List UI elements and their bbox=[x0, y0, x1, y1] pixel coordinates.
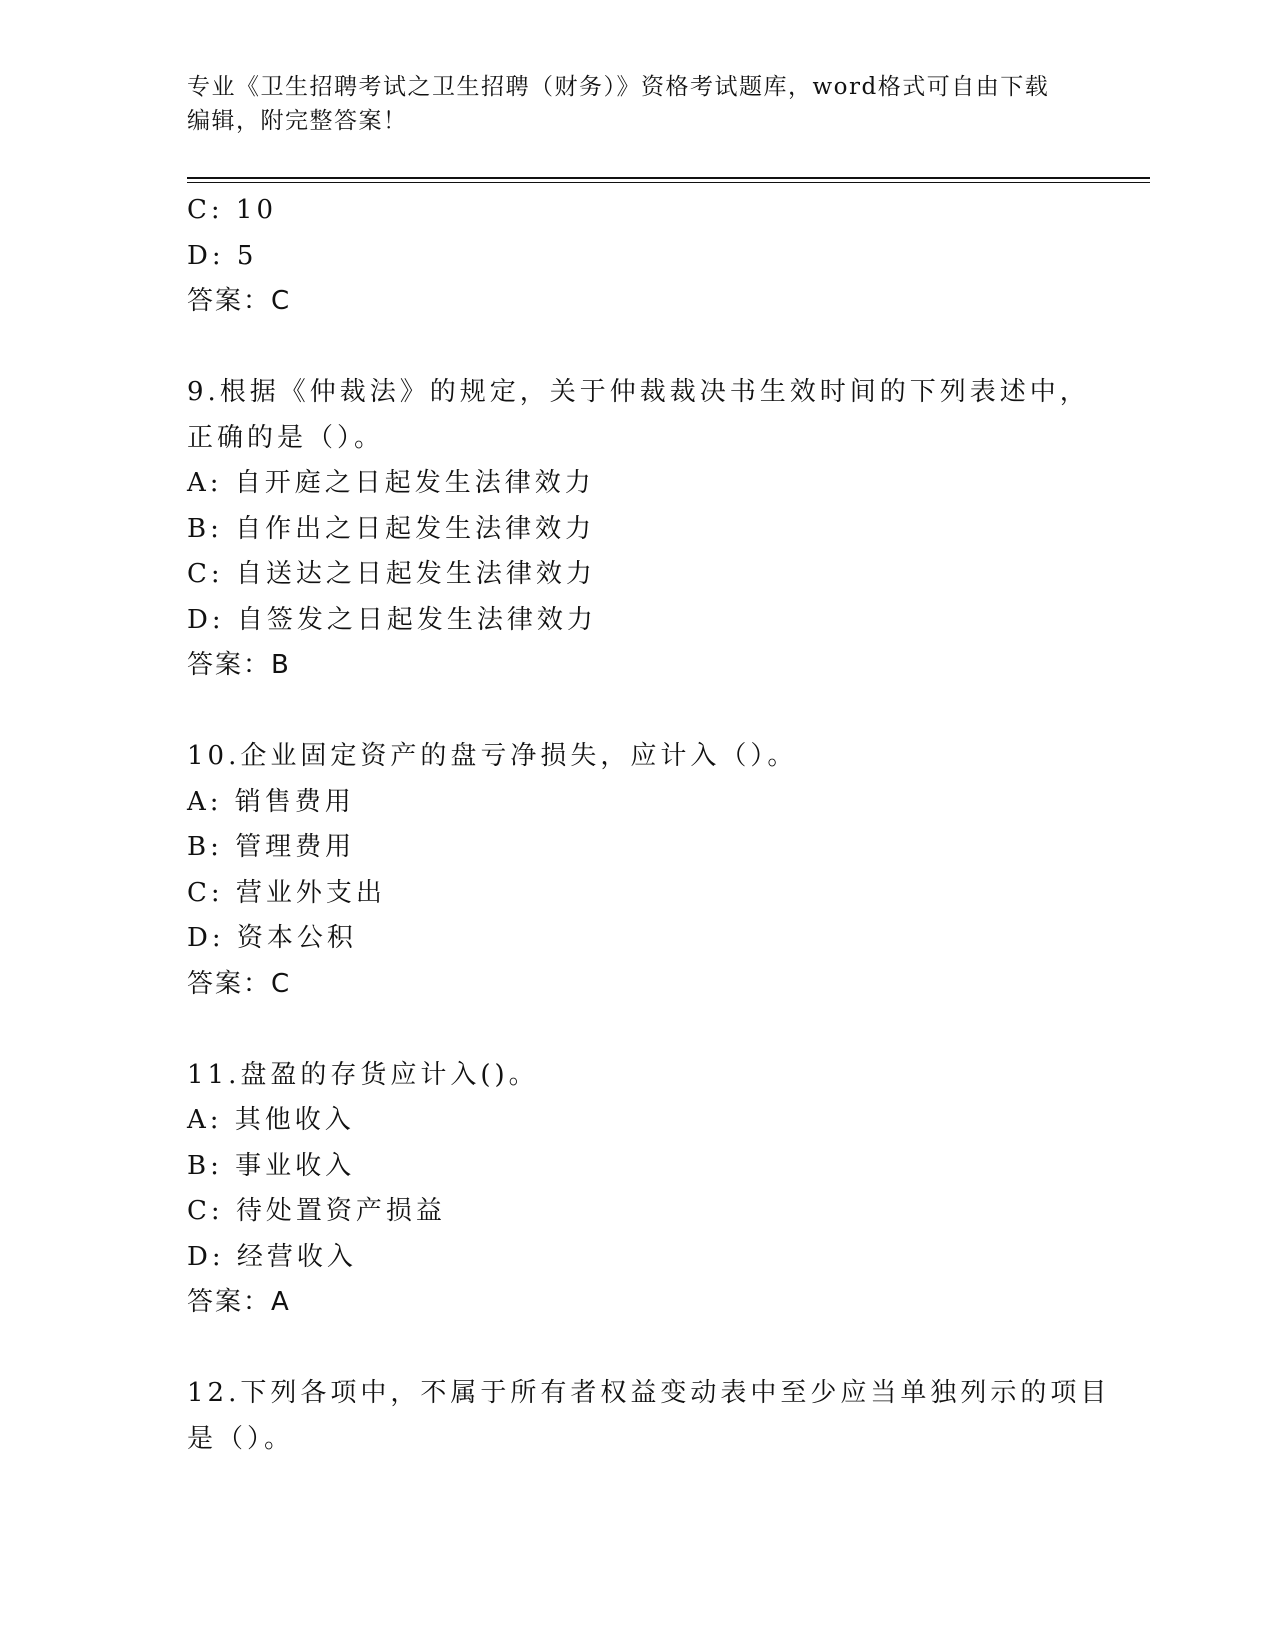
option-d: D: 自签发之日起发生法律效力 bbox=[187, 604, 597, 635]
question-8-tail bbox=[187, 188, 1087, 325]
option-b: B: 自作出之日起发生法律效力 bbox=[187, 513, 596, 544]
question-stem: 9.根据《仲裁法》的规定，关于仲裁裁决书生效时间的下列表述中， bbox=[187, 377, 1090, 407]
header-divider-thin bbox=[187, 182, 1150, 183]
question-11 bbox=[187, 1053, 1087, 1326]
option-a: A: 其他收入 bbox=[187, 1105, 355, 1135]
header-divider-thick bbox=[187, 177, 1150, 179]
question-stem-continued: 正确的是（）。 bbox=[187, 422, 385, 453]
option-d: D: 资本公积 bbox=[187, 923, 357, 953]
option-c: C: 自送达之日起发生法律效力 bbox=[187, 559, 596, 589]
question-stem-continued: 是（）。 bbox=[187, 1423, 295, 1454]
option-b: B: 管理费用 bbox=[187, 832, 356, 862]
answer-line: 答案：C bbox=[187, 286, 292, 316]
question-spacer bbox=[187, 325, 1087, 371]
question-list bbox=[187, 188, 1111, 1462]
header-title-line-1: 专业《卫生招聘考试之卫生招聘（财务）》资格考试题库，word格式可自由下载 bbox=[187, 74, 1050, 100]
option-c: C: 待处置资产损益 bbox=[187, 1196, 446, 1226]
question-10 bbox=[187, 734, 1087, 1007]
question-stem: 12.下列各项中，不属于所有者权益变动表中至少应当单独列示的项目 bbox=[187, 1378, 1111, 1408]
option-b: B: 事业收入 bbox=[187, 1150, 356, 1181]
answer-line: 答案：B bbox=[187, 650, 291, 680]
question-stem: 11.盘盈的存货应计入()。 bbox=[187, 1059, 539, 1090]
question-spacer bbox=[187, 1007, 1087, 1053]
question-spacer bbox=[187, 689, 1087, 735]
option-a: A: 自开庭之日起发生法律效力 bbox=[187, 468, 595, 498]
option-d: D: 5 bbox=[187, 240, 258, 271]
option-c: C: 10 bbox=[187, 195, 278, 225]
document-header bbox=[187, 70, 1087, 138]
question-9 bbox=[187, 370, 1090, 689]
answer-line: 答案：A bbox=[187, 1287, 291, 1317]
question-stem: 10.企业固定资产的盘亏净损失，应计入（）。 bbox=[187, 741, 798, 771]
option-a: A: 销售费用 bbox=[187, 786, 355, 817]
header-title-line-2: 编辑，附完整答案！ bbox=[187, 108, 408, 134]
question-12 bbox=[187, 1371, 1111, 1462]
option-d: D: 经营收入 bbox=[187, 1241, 357, 1272]
option-c: C: 营业外支出 bbox=[187, 877, 386, 908]
question-spacer bbox=[187, 1326, 1087, 1372]
answer-line: 答案：C bbox=[187, 968, 292, 999]
